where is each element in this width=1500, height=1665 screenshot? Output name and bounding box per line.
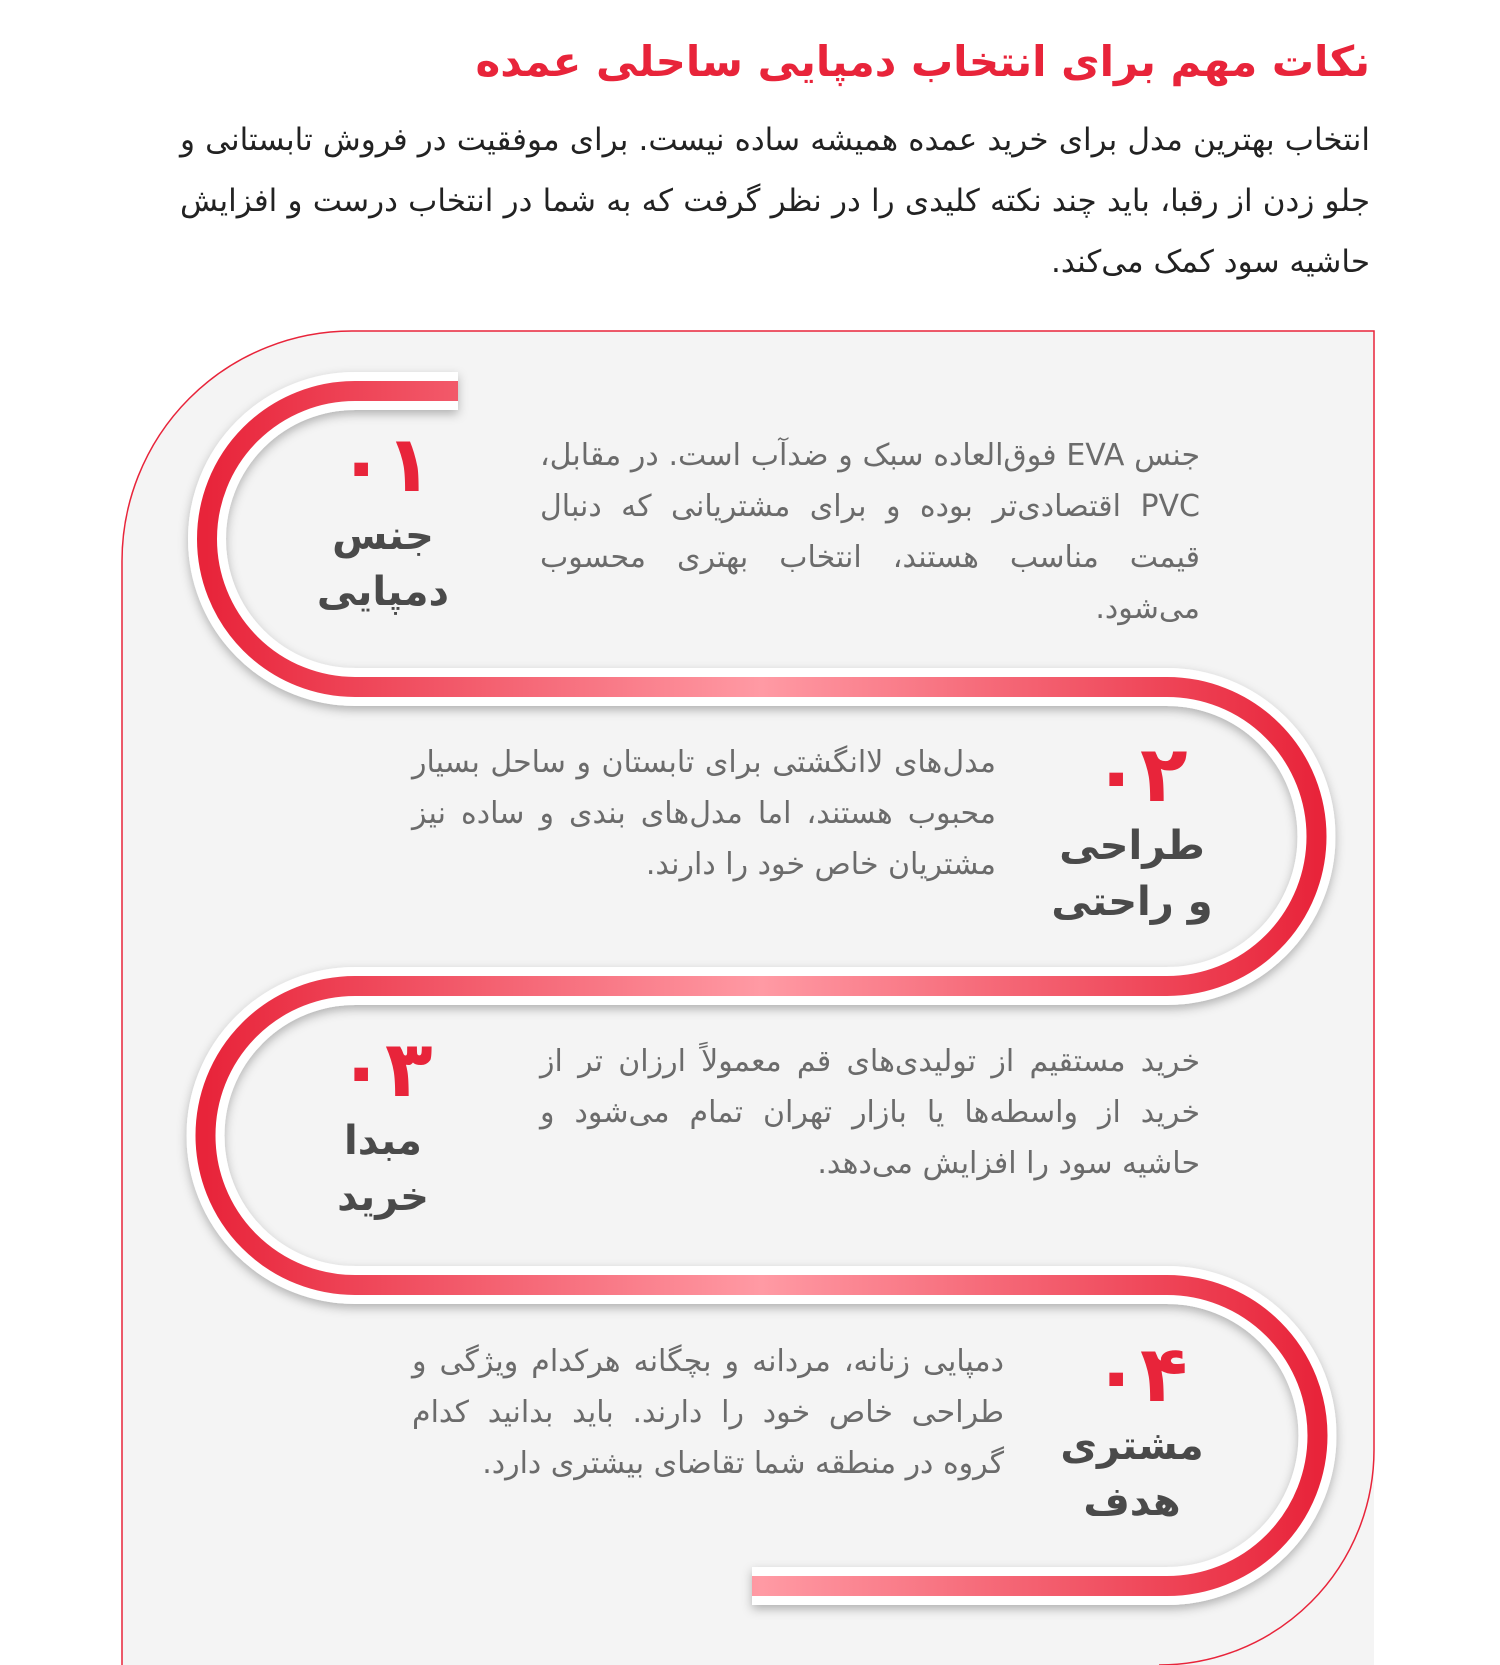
step-2-title-line2: و راحتی	[1051, 879, 1213, 925]
step-2-title-line1: طراحی	[1059, 823, 1205, 869]
intro-paragraph: انتخاب بهترین مدل برای خرید عمده همیشه ساده نیست. برای موفقیت در فروش تابستانی و جلو زدن از رقبا، باید چند نکته کلیدی را در نظر گرفت که به شما در انتخاب درست و افزایش حاشیه سود کمک می‌کند.	[180, 122, 1370, 280]
step-4-title-line2: هدف	[1083, 1479, 1181, 1525]
step-4-title	[1027, 1418, 1237, 1530]
step-2-number: ۰۲	[1092, 730, 1188, 820]
step-1-title-line1: جنس	[332, 513, 434, 559]
step-2-title	[1027, 818, 1237, 930]
step-1-number: ۰۱	[337, 420, 433, 510]
step-1-description: جنس EVA فوق‌العاده سبک و ضدآب است. در مقابل، PVC اقتصادی‌تر بوده و برای مشتریانی که دنبال قیمت مناسب هستند، انتخاب بهتری محسوب می‌شود.	[540, 438, 1200, 626]
step-3-title-line1: مبدا	[344, 1118, 422, 1164]
step-4-number: ۰۴	[1092, 1330, 1188, 1420]
page-title: نکات مهم برای انتخاب دمپایی ساحلی عمده	[475, 37, 1370, 86]
step-3-title-line2: خرید	[337, 1174, 429, 1220]
step-3-description: خرید مستقیم از تولیدی‌های قم معمولاً ارزان تر از خرید از واسطه‌ها یا بازار تهران تمام می‌شود و حاشیه سود را افزایش می‌دهد.	[540, 1044, 1200, 1181]
step-3-number: ۰۳	[337, 1025, 433, 1115]
step-3-title	[278, 1113, 488, 1225]
step-4-title-line1: مشتری	[1060, 1423, 1204, 1469]
step-1-title	[278, 508, 488, 620]
step-2-description: مدل‌های لاانگشتی برای تابستان و ساحل بسیار محبوب هستند، اما مدل‌های بندی و ساده نیز مشتریان خاص خود را دارند.	[412, 745, 996, 882]
step-4-description: دمپایی زنانه، مردانه و بچگانه هرکدام ویژگی و طراحی خاص خود را دارند. باید بدانید کدام گروه در منطقه شما تقاضای بیشتری دارد.	[412, 1344, 1004, 1481]
step-1-title-line2: دمپایی	[316, 569, 450, 615]
